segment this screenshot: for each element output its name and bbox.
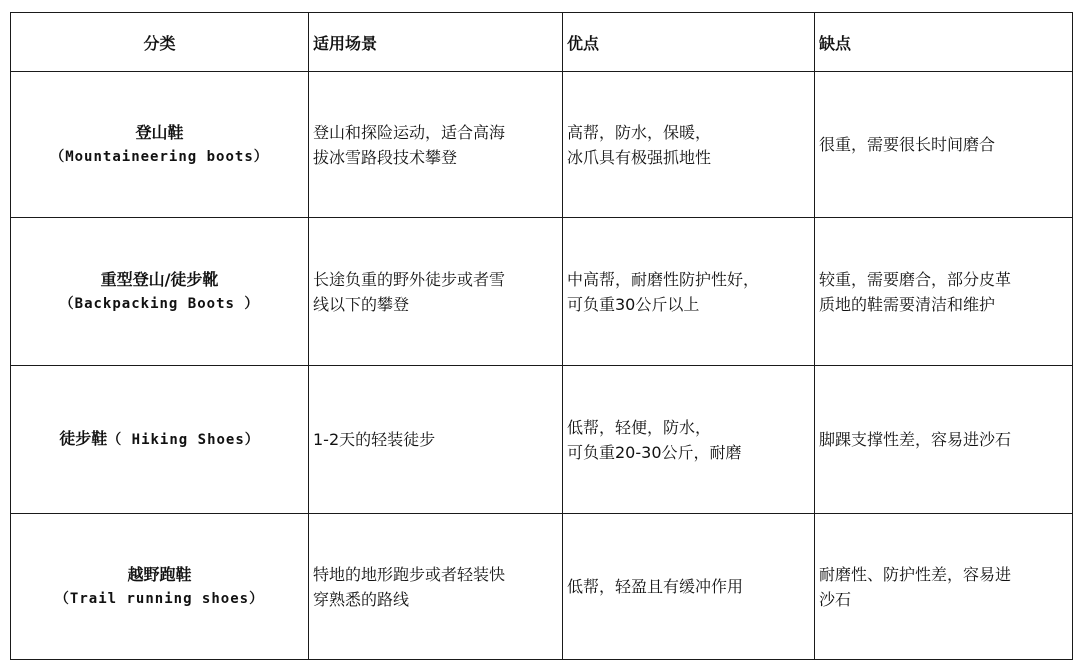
- pros-line: 可负重20-30公斤，耐磨: [567, 442, 742, 462]
- category-name-cn: 重型登山/徒步靴: [100, 269, 219, 289]
- scenario-line: 拔冰雪路段技术攀登: [313, 147, 458, 167]
- category-name-cn: 徒步鞋: [59, 429, 108, 448]
- pros-line: 可负重30公斤以上: [567, 294, 700, 314]
- header-row: [11, 13, 1073, 72]
- cons-cell: [815, 72, 1073, 218]
- scenario-cell: [309, 218, 563, 366]
- cons-cell: [815, 366, 1073, 514]
- category-name-en: （ Hiking Shoes）: [107, 432, 260, 448]
- pros-cell: [563, 514, 815, 660]
- header-cons: 缺点: [815, 13, 1073, 72]
- scenario-line: 1-2天的轻装徒步: [313, 430, 436, 449]
- category-name-cn: 登山鞋: [135, 122, 184, 142]
- scenario-line: 特地的地形跑步或者轻装快: [313, 564, 506, 584]
- category-cell: [11, 218, 309, 366]
- pros-line: 冰爪具有极强抓地性: [567, 147, 712, 167]
- scenario-line: 长途负重的野外徒步或者雪: [313, 269, 506, 289]
- scenario-line: 登山和探险运动，适合高海: [313, 122, 506, 142]
- category-name-en: （Backpacking Boots ）: [59, 295, 260, 312]
- table-row: [11, 514, 1073, 660]
- cons-line: 较重，需要磨合，部分皮革: [819, 269, 1012, 289]
- table-row: [11, 366, 1073, 514]
- scenario-line: 穿熟悉的路线: [313, 589, 410, 609]
- pros-line: 中高帮，耐磨性防护性好，: [567, 269, 760, 289]
- cons-cell: [815, 218, 1073, 366]
- category-cell: [11, 72, 309, 218]
- pros-line: 高帮，防水，保暖，: [567, 122, 712, 142]
- scenario-cell: [309, 514, 563, 660]
- pros-cell: [563, 218, 815, 366]
- cons-line: 脚踝支撑性差，容易进沙石: [819, 430, 1012, 449]
- category-cell: [11, 514, 309, 660]
- pros-cell: [563, 72, 815, 218]
- cons-line: 耐磨性、防护性差，容易进: [819, 564, 1012, 584]
- header-pros: 优点: [563, 13, 815, 72]
- shoe-comparison-table: [10, 12, 1073, 660]
- cons-cell: [815, 514, 1073, 660]
- cons-line: 质地的鞋需要清洁和维护: [819, 294, 996, 314]
- cons-line: 沙石: [819, 589, 852, 609]
- category-name-cn: 越野跑鞋: [127, 564, 192, 584]
- scenario-cell: [309, 72, 563, 218]
- scenario-line: 线以下的攀登: [313, 294, 410, 314]
- category-name-en: （Mountaineering boots）: [50, 148, 269, 165]
- table-row: [11, 72, 1073, 218]
- category-name-en: （Trail running shoes）: [54, 590, 265, 607]
- table-row: [11, 218, 1073, 366]
- cons-line: 很重，需要很长时间磨合: [819, 135, 996, 154]
- pros-line: 低帮，轻盈且有缓冲作用: [567, 577, 744, 596]
- scenario-cell: [309, 366, 563, 514]
- pros-line: 低帮，轻便，防水，: [567, 417, 712, 437]
- category-cell: [11, 366, 309, 514]
- header-scenario: 适用场景: [309, 13, 563, 72]
- header-category: 分类: [11, 13, 309, 72]
- pros-cell: [563, 366, 815, 514]
